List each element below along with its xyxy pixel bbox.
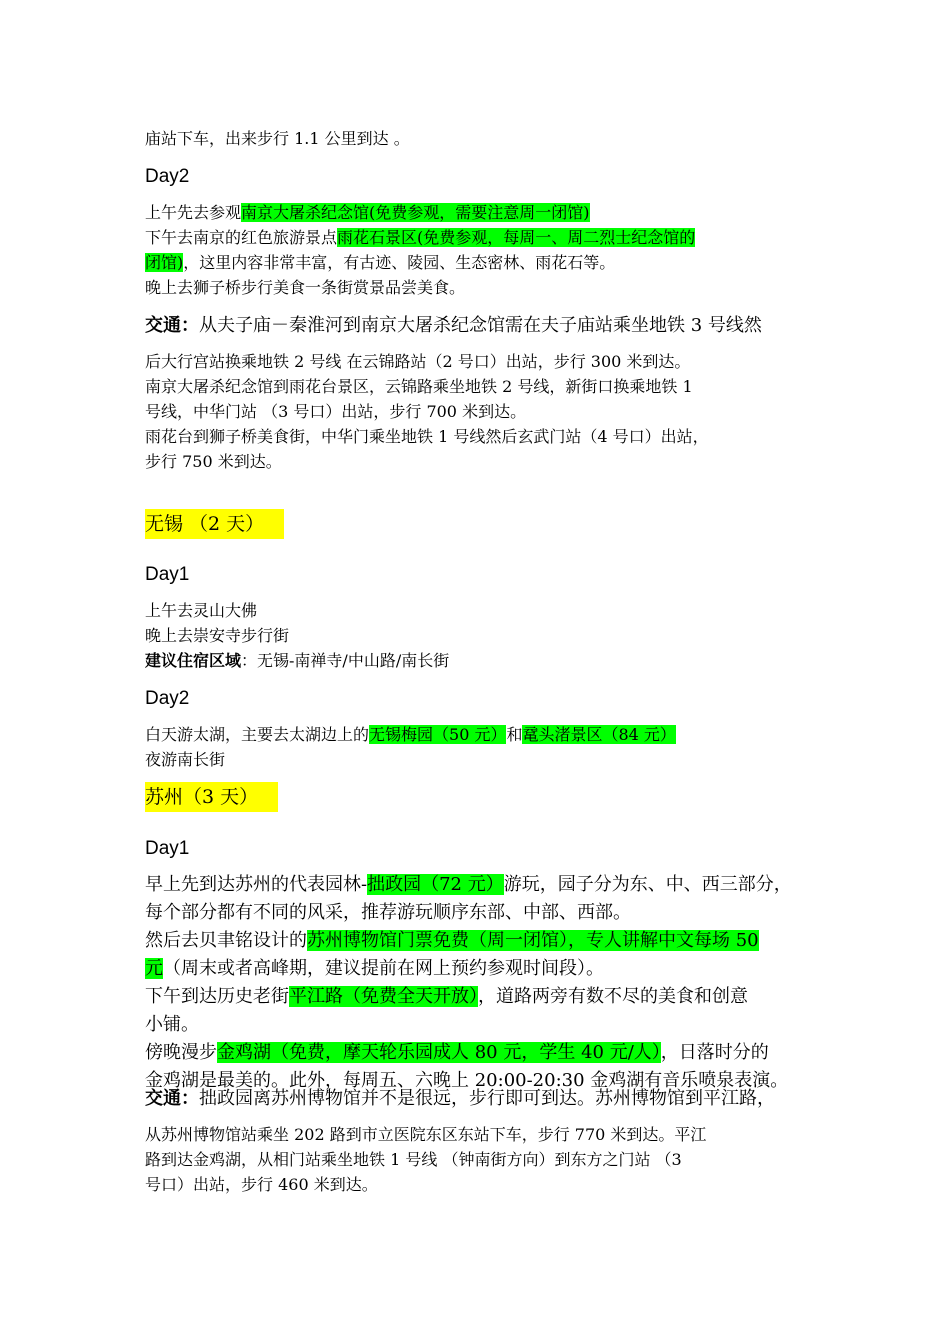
suzhou-transport-first: 交通：拙政园离苏州博物馆并不是很远，步行即可到达。苏州博物馆到平江路， [145, 1088, 775, 1109]
transport-label: 交通： [145, 315, 199, 336]
nanjing-transport-details: 后大行宫站换乘地铁 2 号线 在云锦路站（2 号口）出站，步行 300 米到达。 南京大屠杀纪念馆到雨花台景区，云锦路乘坐地铁 2 号线，新街口换乘地铁 1 号线，中华门站 （3 号口）出站，步行 700 米到达。 雨花台到狮子桥美食街，中华门乘坐地铁 1 号线然后玄武门站（4 号口）出站， 步行 750 米到达。 [145, 352, 709, 471]
nanjing-transport-first: 交通：从夫子庙－秦淮河到南京大屠杀纪念馆需在夫子庙站乘坐地铁 3 号线然 [145, 315, 762, 336]
nanjing-day2-heading: Day2 [145, 166, 190, 187]
wuxi-day2-itinerary: 白天游太湖，主要去太湖边上的无锡梅园（50 元）和鼋头渚景区（84 元） 夜游南长街 [145, 725, 676, 769]
highlight-suzhou-museum: 苏州博物馆门票免费（周一闭馆），专人讲解中文每场 50 [307, 930, 759, 951]
wuxi-day1-itinerary: 上午去灵山大佛 晚上去崇安寺步行街 建议住宿区域：无锡-南禅寺/中山路/南长街 [145, 598, 825, 673]
nanjing-day2-itinerary [145, 200, 825, 300]
itinerary-line: 闭馆)，这里内容非常丰富，有古迹、陵园、生态密林、雨花石等。 [145, 253, 616, 272]
stay-suggestion: 建议住宿区域：无锡-南禅寺/中山路/南长街 [145, 651, 450, 670]
transport-label: 交通： [145, 1088, 199, 1109]
itinerary-line: 晚上去狮子桥步行美食一条街赏景品尝美食。 [145, 278, 466, 297]
stay-label: 建议住宿区域 [145, 651, 242, 670]
wuxi-day2-heading: Day2 [145, 688, 190, 709]
highlight-pingjiang-road: 平江路（免费全天开放） [289, 986, 478, 1007]
suzhou-section-title: 苏州（3 天） [145, 782, 825, 812]
suzhou-day1-heading: Day1 [145, 838, 190, 859]
wuxi-section-title: 无锡 （2 天） [145, 509, 825, 539]
highlight-meiyuan: 无锡梅园（50 元） [369, 725, 507, 744]
nanjing-day1-tail: 庙站下车，出来步行 1.1 公里到达 。 [145, 129, 410, 148]
highlight-yuhuashi-cont: 闭馆) [145, 253, 184, 272]
highlight-zhuozhengyuan: 拙政园（72 元） [367, 874, 504, 895]
itinerary-line: 上午先去参观南京大屠杀纪念馆(免费参观，需要注意周一闭馆) [145, 203, 590, 222]
highlight-yuhuashi: 雨花石景区(免费参观，每周一、周二烈士纪念馆的 [337, 228, 696, 247]
wuxi-day1-heading: Day1 [145, 564, 190, 585]
highlight-jinji-lake: 金鸡湖（免费，摩天轮乐园成人 80 元，学生 40 元/人） [217, 1042, 661, 1063]
itinerary-line: 下午去南京的红色旅游景点雨花石景区(免费参观，每周一、周二烈士纪念馆的 [145, 228, 696, 247]
highlight-yuantouzhu: 鼋头渚景区（84 元） [522, 725, 676, 744]
highlight-memorial-hall: 南京大屠杀纪念馆(免费参观，需要注意周一闭馆) [241, 203, 590, 222]
suzhou-day1-itinerary: 早上先到达苏州的代表园林-拙政园（72 元）游玩，园子分为东、中、西三部分， 每个部分都有不同的风采，推荐游玩顺序东部、中部、西部。 然后去贝聿铭设计的苏州博物馆门票免费（周一闭馆），专人讲解中文每场 50 元（周末或者高峰期，建议提前在网上预约参观时间段）。 下午到达历史老街平江路（免费全天开放），道路两旁有数不尽的美食和创意 小铺。 傍晚漫步金鸡湖（免费，摩天轮乐园成人 80 元，学生 40 元/人），日落时分的 金鸡湖是最美的。此外，每周五、六晚上 20:00-20:30 金鸡湖有音乐喷泉表演。 [145, 874, 792, 1091]
suzhou-transport-details: 从苏州博物馆站乘坐 202 路到市立医院东区东站下车，步行 770 米到达。平江 路到达金鸡湖，从相门站乘坐地铁 1 号线 （钟南街方向）到东方之门站 （3 号口）出站，步行 460 米到达。 [145, 1125, 707, 1194]
highlight-suzhou-museum-cont: 元 [145, 958, 163, 979]
